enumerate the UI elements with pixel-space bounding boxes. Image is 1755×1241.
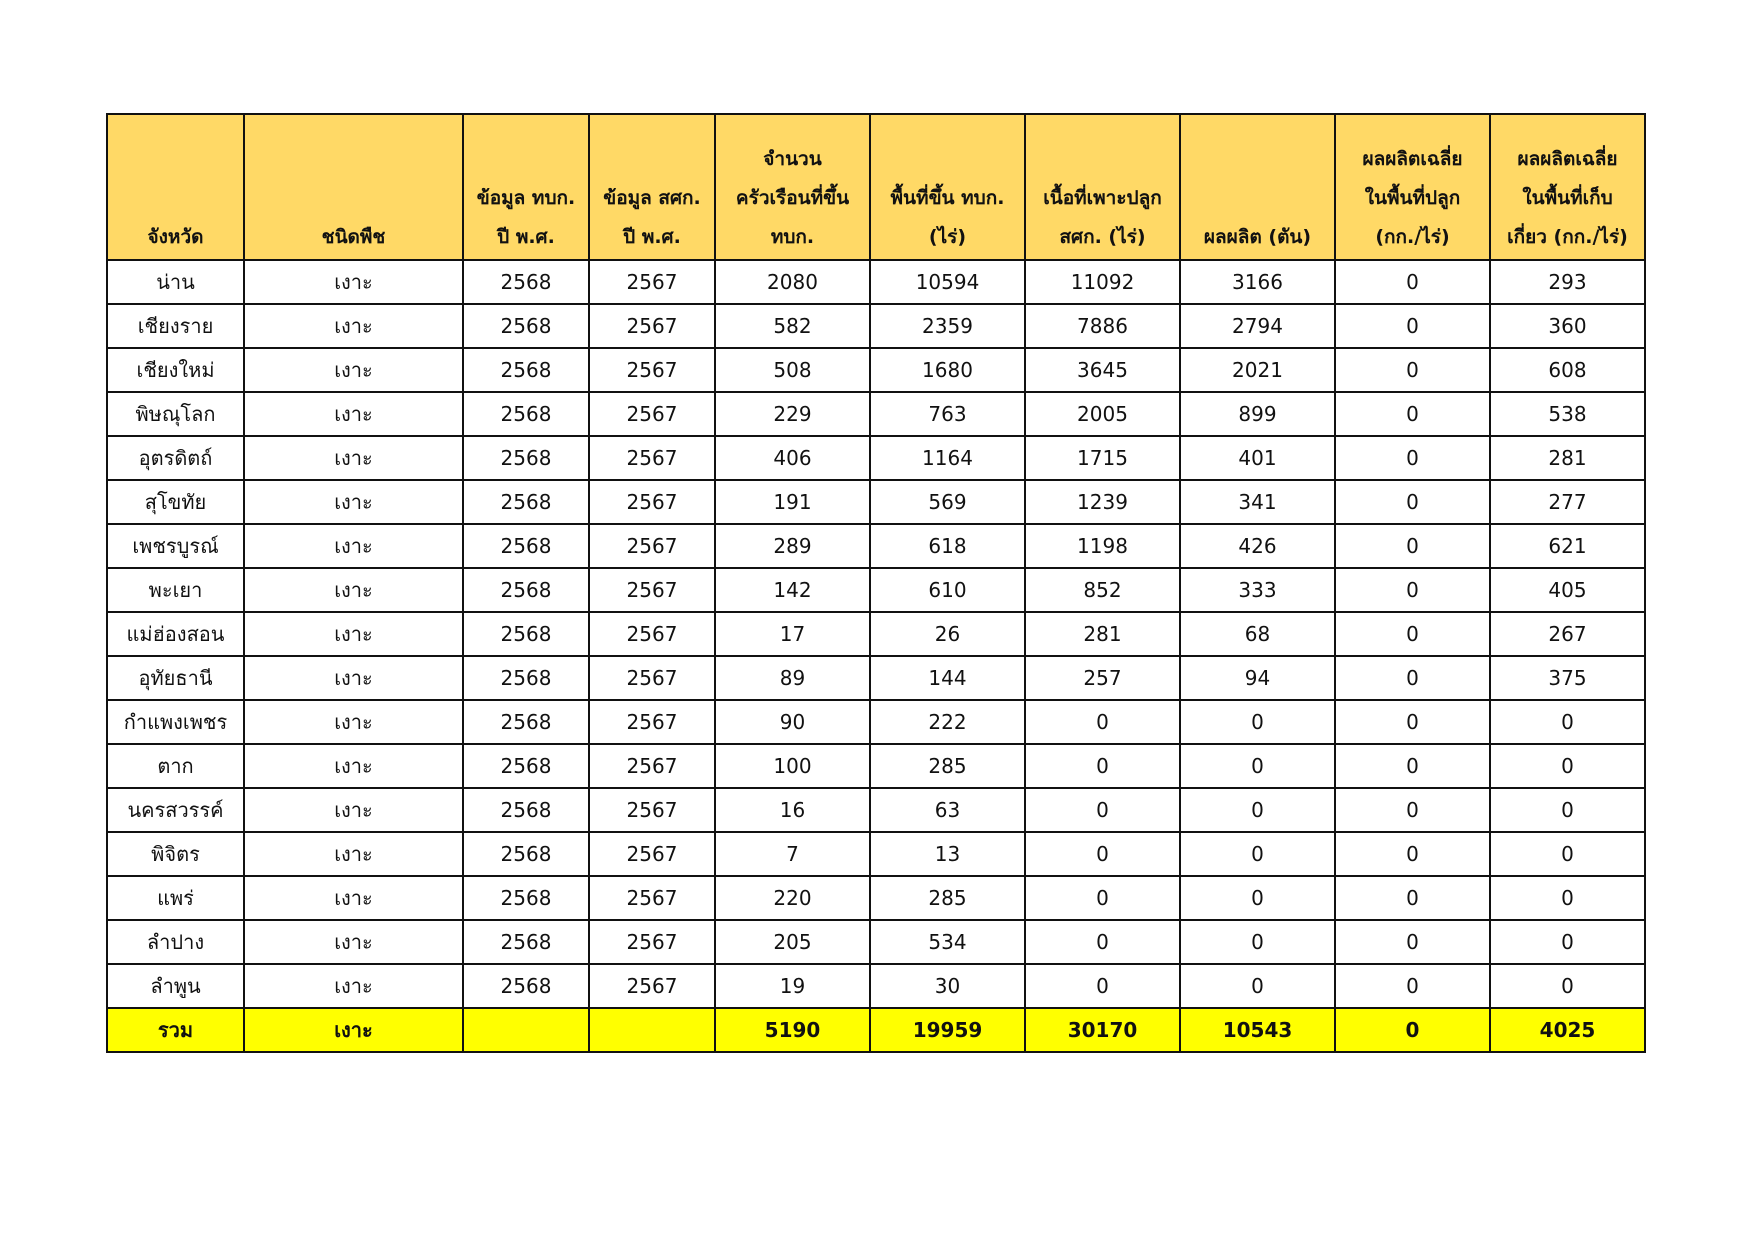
header-line: ผลผลิตเฉลี่ย (1362, 148, 1463, 170)
cell-crop: เงาะ (244, 744, 463, 788)
cell-yield-planted: 0 (1335, 788, 1490, 832)
cell-registered-area: 763 (870, 392, 1025, 436)
cell-province: เพชรบูรณ์ (107, 524, 244, 568)
header-line: ผลผลิต (ตัน) (1203, 226, 1312, 248)
cell-tbk-year: 2568 (463, 568, 589, 612)
cell-tbk-year: 2568 (463, 788, 589, 832)
cell-yield-planted: 0 (1335, 612, 1490, 656)
table-row (107, 392, 1645, 436)
cell-province: อุตรดิตถ์ (107, 436, 244, 480)
cell-households: 2080 (715, 260, 870, 304)
header-line: จังหวัด (147, 226, 204, 248)
cell-registered-area: 1680 (870, 348, 1025, 392)
header-registered-area (870, 114, 1025, 260)
cell-planted-area: 2005 (1025, 392, 1180, 436)
cell-province: ลำปาง (107, 920, 244, 964)
cell-planted-area: 0 (1025, 788, 1180, 832)
cell-households: 19 (715, 964, 870, 1008)
cell-yield-harvested: 538 (1490, 392, 1645, 436)
cell-yield-planted: 0 (1335, 260, 1490, 304)
header-line: เนื้อที่เพาะปลูก (1043, 187, 1162, 209)
cell-yield-harvested: 0 (1490, 964, 1645, 1008)
total-planted-area: 30170 (1025, 1008, 1180, 1052)
cell-crop: เงาะ (244, 348, 463, 392)
cell-planted-area: 852 (1025, 568, 1180, 612)
total-households: 5190 (715, 1008, 870, 1052)
cell-planted-area: 3645 (1025, 348, 1180, 392)
cell-production: 0 (1180, 744, 1335, 788)
cell-yield-planted: 0 (1335, 876, 1490, 920)
cell-planted-area: 257 (1025, 656, 1180, 700)
cell-province: แพร่ (107, 876, 244, 920)
cell-sskk-year: 2567 (589, 876, 715, 920)
cell-planted-area: 1715 (1025, 436, 1180, 480)
cell-tbk-year: 2568 (463, 304, 589, 348)
total-tbk-year (463, 1008, 589, 1052)
cell-crop: เงาะ (244, 964, 463, 1008)
header-crop (244, 114, 463, 260)
cell-planted-area: 11092 (1025, 260, 1180, 304)
cell-crop: เงาะ (244, 612, 463, 656)
table-header (107, 114, 1645, 260)
header-yield-planted (1335, 114, 1490, 260)
cell-production: 0 (1180, 964, 1335, 1008)
header-line: ทบก. (770, 226, 815, 248)
header-line: ข้อมูล ทบก. (476, 187, 576, 209)
cell-households: 191 (715, 480, 870, 524)
cell-registered-area: 610 (870, 568, 1025, 612)
cell-tbk-year: 2568 (463, 524, 589, 568)
cell-households: 89 (715, 656, 870, 700)
cell-registered-area: 285 (870, 744, 1025, 788)
cell-crop: เงาะ (244, 876, 463, 920)
cell-province: สุโขทัย (107, 480, 244, 524)
total-row (107, 1008, 1645, 1052)
cell-province: นครสวรรค์ (107, 788, 244, 832)
cell-households: 16 (715, 788, 870, 832)
cell-yield-harvested: 405 (1490, 568, 1645, 612)
total-sskk-year (589, 1008, 715, 1052)
header-households (715, 114, 870, 260)
cell-sskk-year: 2567 (589, 964, 715, 1008)
header-line: ชนิดพืช (321, 226, 386, 248)
cell-production: 0 (1180, 700, 1335, 744)
table-row (107, 920, 1645, 964)
cell-yield-harvested: 0 (1490, 744, 1645, 788)
cell-yield-planted: 0 (1335, 700, 1490, 744)
table-row (107, 876, 1645, 920)
cell-production: 68 (1180, 612, 1335, 656)
cell-sskk-year: 2567 (589, 348, 715, 392)
cell-planted-area: 1239 (1025, 480, 1180, 524)
cell-yield-harvested: 267 (1490, 612, 1645, 656)
cell-crop: เงาะ (244, 480, 463, 524)
cell-yield-planted: 0 (1335, 304, 1490, 348)
cell-crop: เงาะ (244, 304, 463, 348)
cell-households: 7 (715, 832, 870, 876)
cell-province: กำแพงเพชร (107, 700, 244, 744)
cell-tbk-year: 2568 (463, 876, 589, 920)
cell-households: 229 (715, 392, 870, 436)
cell-registered-area: 10594 (870, 260, 1025, 304)
cell-registered-area: 30 (870, 964, 1025, 1008)
cell-province: ลำพูน (107, 964, 244, 1008)
cell-households: 100 (715, 744, 870, 788)
cell-registered-area: 618 (870, 524, 1025, 568)
cell-registered-area: 222 (870, 700, 1025, 744)
table-row (107, 348, 1645, 392)
cell-sskk-year: 2567 (589, 304, 715, 348)
cell-yield-harvested: 621 (1490, 524, 1645, 568)
table-row (107, 832, 1645, 876)
cell-sskk-year: 2567 (589, 568, 715, 612)
total-yield-planted: 0 (1335, 1008, 1490, 1052)
cell-production: 0 (1180, 876, 1335, 920)
cell-registered-area: 285 (870, 876, 1025, 920)
cell-planted-area: 0 (1025, 832, 1180, 876)
cell-tbk-year: 2568 (463, 700, 589, 744)
total-production: 10543 (1180, 1008, 1335, 1052)
cell-yield-harvested: 0 (1490, 876, 1645, 920)
cell-households: 289 (715, 524, 870, 568)
cell-registered-area: 144 (870, 656, 1025, 700)
cell-households: 508 (715, 348, 870, 392)
cell-households: 142 (715, 568, 870, 612)
header-line: (กก./ไร่) (1375, 226, 1450, 248)
cell-yield-planted: 0 (1335, 964, 1490, 1008)
cell-crop: เงาะ (244, 656, 463, 700)
cell-province: พิจิตร (107, 832, 244, 876)
cell-province: แม่ฮ่องสอน (107, 612, 244, 656)
header-line: ครัวเรือนที่ขึ้น (735, 187, 850, 209)
cell-production: 0 (1180, 788, 1335, 832)
cell-yield-harvested: 608 (1490, 348, 1645, 392)
cell-registered-area: 63 (870, 788, 1025, 832)
header-line: ปี พ.ศ. (497, 226, 555, 248)
table-body (107, 260, 1645, 1008)
table-row (107, 788, 1645, 832)
cell-registered-area: 26 (870, 612, 1025, 656)
total-registered-area: 19959 (870, 1008, 1025, 1052)
cell-households: 17 (715, 612, 870, 656)
cell-registered-area: 569 (870, 480, 1025, 524)
cell-production: 401 (1180, 436, 1335, 480)
cell-sskk-year: 2567 (589, 920, 715, 964)
table-row (107, 656, 1645, 700)
table-row (107, 700, 1645, 744)
cell-province: ตาก (107, 744, 244, 788)
cell-tbk-year: 2568 (463, 260, 589, 304)
cell-yield-harvested: 293 (1490, 260, 1645, 304)
header-line: จำนวน (763, 148, 822, 170)
cell-production: 3166 (1180, 260, 1335, 304)
cell-sskk-year: 2567 (589, 832, 715, 876)
header-planted-area (1025, 114, 1180, 260)
cell-sskk-year: 2567 (589, 260, 715, 304)
table-footer (107, 1008, 1645, 1052)
header-line: ในพื้นที่ปลูก (1364, 187, 1461, 209)
header-province (107, 114, 244, 260)
cell-tbk-year: 2568 (463, 436, 589, 480)
cell-registered-area: 2359 (870, 304, 1025, 348)
header-production (1180, 114, 1335, 260)
cell-planted-area: 0 (1025, 876, 1180, 920)
crop-data-table (106, 113, 1646, 1053)
header-line: ข้อมูล สศก. (603, 187, 701, 209)
cell-tbk-year: 2568 (463, 612, 589, 656)
cell-tbk-year: 2568 (463, 480, 589, 524)
header-line: ในพื้นที่เก็บ (1522, 187, 1613, 209)
cell-sskk-year: 2567 (589, 700, 715, 744)
table-row (107, 964, 1645, 1008)
cell-tbk-year: 2568 (463, 832, 589, 876)
cell-production: 899 (1180, 392, 1335, 436)
cell-sskk-year: 2567 (589, 744, 715, 788)
cell-yield-planted: 0 (1335, 920, 1490, 964)
cell-yield-planted: 0 (1335, 656, 1490, 700)
cell-province: พะเยา (107, 568, 244, 612)
cell-yield-harvested: 375 (1490, 656, 1645, 700)
cell-production: 2021 (1180, 348, 1335, 392)
cell-yield-planted: 0 (1335, 744, 1490, 788)
cell-yield-planted: 0 (1335, 832, 1490, 876)
cell-production: 2794 (1180, 304, 1335, 348)
cell-crop: เงาะ (244, 788, 463, 832)
header-row (107, 114, 1645, 260)
cell-yield-planted: 0 (1335, 348, 1490, 392)
cell-households: 406 (715, 436, 870, 480)
cell-tbk-year: 2568 (463, 964, 589, 1008)
table-row (107, 260, 1645, 304)
cell-planted-area: 0 (1025, 744, 1180, 788)
cell-province: อุทัยธานี (107, 656, 244, 700)
cell-yield-planted: 0 (1335, 568, 1490, 612)
cell-production: 0 (1180, 832, 1335, 876)
cell-production: 426 (1180, 524, 1335, 568)
table-row (107, 436, 1645, 480)
cell-province: เชียงราย (107, 304, 244, 348)
cell-sskk-year: 2567 (589, 656, 715, 700)
cell-crop: เงาะ (244, 920, 463, 964)
header-sskk-year (589, 114, 715, 260)
cell-tbk-year: 2568 (463, 744, 589, 788)
cell-yield-planted: 0 (1335, 524, 1490, 568)
table-row (107, 744, 1645, 788)
cell-province: เชียงใหม่ (107, 348, 244, 392)
table-row (107, 304, 1645, 348)
cell-sskk-year: 2567 (589, 788, 715, 832)
cell-yield-harvested: 0 (1490, 700, 1645, 744)
cell-yield-planted: 0 (1335, 480, 1490, 524)
cell-yield-harvested: 277 (1490, 480, 1645, 524)
cell-tbk-year: 2568 (463, 348, 589, 392)
cell-tbk-year: 2568 (463, 392, 589, 436)
cell-yield-harvested: 360 (1490, 304, 1645, 348)
cell-crop: เงาะ (244, 524, 463, 568)
cell-province: พิษณุโลก (107, 392, 244, 436)
cell-sskk-year: 2567 (589, 392, 715, 436)
header-line: ปี พ.ศ. (623, 226, 681, 248)
cell-crop: เงาะ (244, 700, 463, 744)
header-yield-harvested (1490, 114, 1645, 260)
cell-registered-area: 1164 (870, 436, 1025, 480)
cell-planted-area: 0 (1025, 920, 1180, 964)
cell-households: 582 (715, 304, 870, 348)
total-yield-harvested: 4025 (1490, 1008, 1645, 1052)
header-line: พื้นที่ขึ้น ทบก. (890, 187, 1005, 209)
cell-registered-area: 534 (870, 920, 1025, 964)
cell-crop: เงาะ (244, 260, 463, 304)
header-tbk-year (463, 114, 589, 260)
cell-tbk-year: 2568 (463, 920, 589, 964)
table-row (107, 568, 1645, 612)
total-province: รวม (107, 1008, 244, 1052)
cell-planted-area: 0 (1025, 964, 1180, 1008)
header-line: ผลผลิตเฉลี่ย (1517, 148, 1618, 170)
cell-production: 333 (1180, 568, 1335, 612)
header-line: เกี่ยว (กก./ไร่) (1507, 226, 1628, 248)
cell-sskk-year: 2567 (589, 436, 715, 480)
cell-production: 94 (1180, 656, 1335, 700)
cell-registered-area: 13 (870, 832, 1025, 876)
cell-crop: เงาะ (244, 392, 463, 436)
cell-yield-harvested: 0 (1490, 920, 1645, 964)
cell-tbk-year: 2568 (463, 656, 589, 700)
cell-households: 205 (715, 920, 870, 964)
cell-planted-area: 1198 (1025, 524, 1180, 568)
header-line: (ไร่) (928, 226, 967, 248)
cell-province: น่าน (107, 260, 244, 304)
table-row (107, 524, 1645, 568)
cell-yield-planted: 0 (1335, 436, 1490, 480)
cell-yield-harvested: 0 (1490, 832, 1645, 876)
header-line: สศก. (ไร่) (1059, 226, 1146, 248)
cell-households: 90 (715, 700, 870, 744)
cell-production: 341 (1180, 480, 1335, 524)
cell-sskk-year: 2567 (589, 524, 715, 568)
cell-crop: เงาะ (244, 832, 463, 876)
cell-yield-planted: 0 (1335, 392, 1490, 436)
cell-households: 220 (715, 876, 870, 920)
total-crop: เงาะ (244, 1008, 463, 1052)
table-row (107, 480, 1645, 524)
cell-crop: เงาะ (244, 436, 463, 480)
cell-yield-harvested: 281 (1490, 436, 1645, 480)
cell-planted-area: 281 (1025, 612, 1180, 656)
table-row (107, 612, 1645, 656)
cell-sskk-year: 2567 (589, 612, 715, 656)
cell-planted-area: 7886 (1025, 304, 1180, 348)
cell-planted-area: 0 (1025, 700, 1180, 744)
cell-sskk-year: 2567 (589, 480, 715, 524)
cell-yield-harvested: 0 (1490, 788, 1645, 832)
cell-crop: เงาะ (244, 568, 463, 612)
cell-production: 0 (1180, 920, 1335, 964)
